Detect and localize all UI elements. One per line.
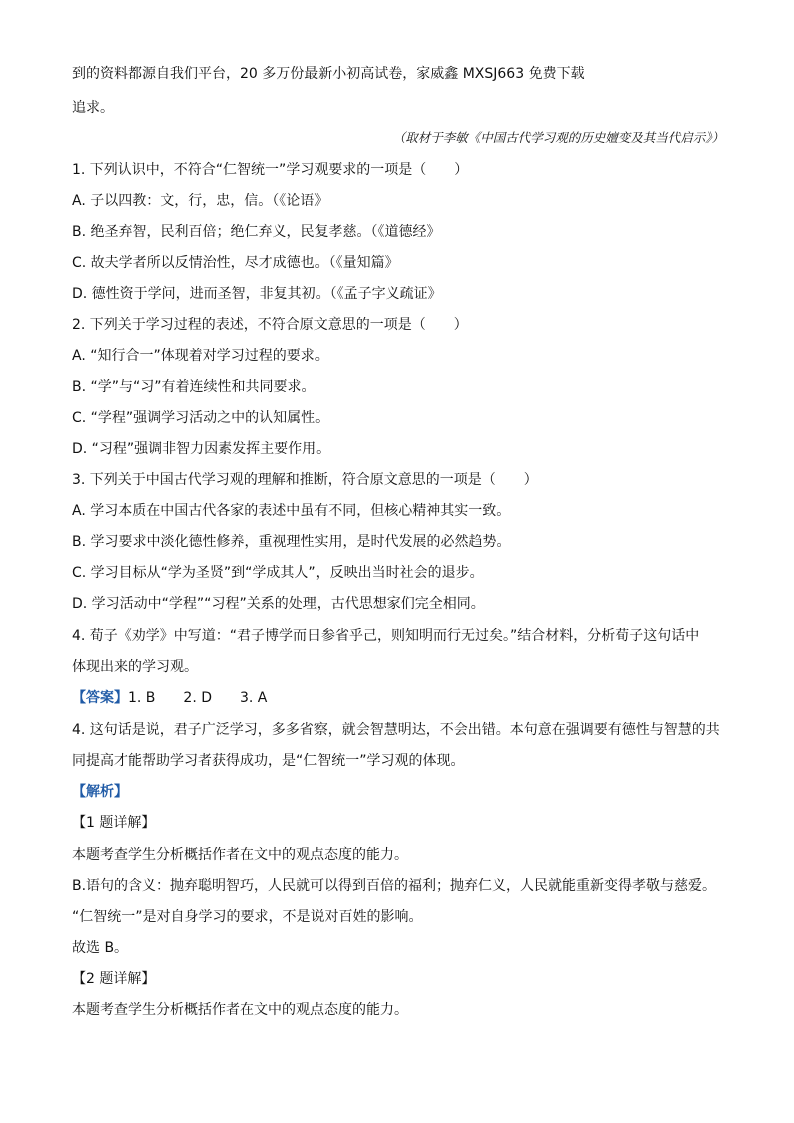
analysis-q1-line-3: “仁智统一”是对自身学习的要求，不是说对百姓的影响。 — [72, 909, 423, 925]
question-2-stem: 2. 下列关于学习过程的表述，不符合原文意思的一项是（ ） — [72, 317, 468, 333]
passage-ending: 追求。 — [72, 100, 114, 116]
question-3-option-c: C. 学习目标从“学为圣贤”到“学成其人”，反映出当时社会的退步。 — [72, 565, 484, 581]
question-2-option-d: D. “习程”强调非智力因素发挥主要作用。 — [72, 441, 331, 457]
ad-text: 到的资料都源自我们平台，20 多万份最新小初高试卷，家威鑫 MXSJ663 免费下载 — [72, 66, 585, 82]
question-1-option-d: D. 德性资于学问，进而圣智，非复其初。（《孟子字义疏证》 — [72, 286, 442, 302]
question-3-option-a: A. 学习本质在中国古代各家的表述中虽有不同，但核心精神其实一致。 — [72, 503, 511, 519]
question-1-stem: 1. 下列认识中，不符合“仁智统一”学习观要求的一项是（ ） — [72, 162, 469, 178]
answer-q4-line-1: 4. 这句话是说，君子广泛学习，多多省察，就会智慧明达，不会出错。本句意在强调要有德性与智慧的共 — [72, 722, 720, 738]
question-3-option-b: B. 学习要求中淡化德性修养，重视理性实用，是时代发展的必然趋势。 — [72, 534, 511, 550]
analysis-q2-line-1: 本题考查学生分析概括作者在文中的观点态度的能力。 — [72, 1002, 408, 1018]
analysis-q1-line-1: 本题考查学生分析概括作者在文中的观点态度的能力。 — [72, 847, 408, 863]
analysis-q1-line-2: B.语句的含义：抛弃聪明智巧，人民就可以得到百倍的福利；抛弃仁义，人民就能重新变得孝敬与慈爱。 — [72, 878, 717, 894]
question-2-option-a: A. “知行合一”体现着对学习过程的要求。 — [72, 348, 329, 364]
question-4-line-1: 4. 荀子《劝学》中写道：“君子博学而日参省乎己，则知明而行无过矣。”结合材料，分析荀子这句话中 — [72, 628, 700, 644]
question-3-stem: 3. 下列关于中国古代学习观的理解和推断，符合原文意思的一项是（ ） — [72, 472, 538, 488]
question-1-option-c: C. 故夫学者所以反情治性，尽才成德也。（《量知篇》 — [72, 255, 399, 271]
analysis-q2-heading: 【2 题详解】 — [72, 971, 156, 987]
answer-values: 1. B 2. D 3. A — [128, 690, 268, 706]
analysis-label: 【解析】 — [72, 784, 128, 800]
question-2-option-c: C. “学程”强调学习活动之中的认知属性。 — [72, 410, 330, 426]
source-citation: （取材于李敏《中国古代学习观的历史嬗变及其当代启示》） — [392, 130, 724, 145]
question-2-option-b: B. “学”与“习”有着连续性和共同要求。 — [72, 379, 316, 395]
question-4-line-2: 体现出来的学习观。 — [72, 659, 198, 675]
analysis-q1-heading: 【1 题详解】 — [72, 815, 156, 831]
answer-row — [72, 688, 724, 708]
answer-q4-line-2: 同提高才能帮助学习者获得成功，是“仁智统一”学习观的体现。 — [72, 753, 465, 769]
question-1-option-a: A. 子以四教：文，行，忠，信。（《论语》 — [72, 193, 329, 209]
question-1-option-b: B. 绝圣弃智，民利百倍；绝仁弃义，民复孝慈。（《道德经》 — [72, 224, 441, 240]
answer-label: 【答案】 — [72, 690, 128, 706]
question-3-option-d: D. 学习活动中“学程”“习程”关系的处理，古代思想家们完全相同。 — [72, 596, 485, 612]
analysis-q1-line-4: 故选 B。 — [72, 940, 129, 956]
